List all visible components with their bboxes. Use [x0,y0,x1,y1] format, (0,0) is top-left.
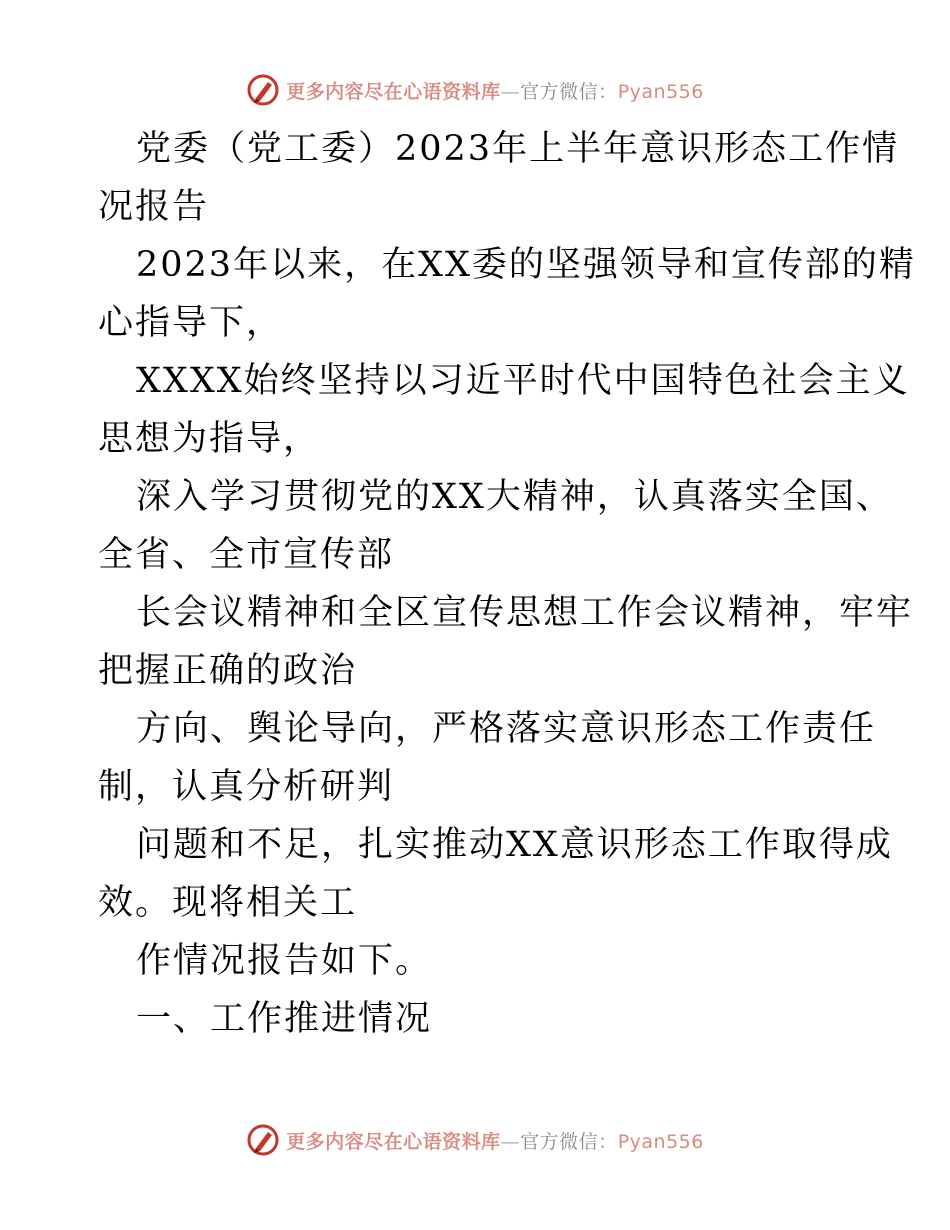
paragraph-line: 效。现将相关工 [98,883,358,923]
pen-logo-icon [246,1123,280,1157]
document-body [98,120,916,1048]
paragraph [98,468,893,584]
watermark-id: Pyan556 [617,80,704,103]
paragraph-line: 长会议精神和全区宣传思想工作会议精神，牢牢 [136,593,914,633]
paragraph [98,236,916,352]
watermark-id: Pyan556 [617,1130,704,1153]
watermark-label: 官方微信： [520,80,618,103]
watermark-label: 官方微信： [520,1130,618,1153]
section-heading [98,990,858,1048]
watermark-main: 更多内容尽在心语资料库 [286,80,501,103]
watermark-header [0,70,950,110]
paragraph [98,816,893,932]
paragraph [98,932,858,990]
paragraph-line: 把握正确的政治 [98,651,358,691]
watermark-dash: — [500,1130,521,1153]
paragraph-line: XXXX始终坚持以习近平时代中国特色社会主义 [136,361,910,401]
paragraph-line: 况报告 [98,187,210,227]
paragraph-line: 思想为指导， [98,419,321,459]
paragraph-line: 一、工作推进情况 [136,999,433,1039]
paragraph [98,352,910,468]
paragraph-line: 问题和不足，扎实推动XX意识形态工作取得成 [136,825,893,865]
watermark-dash: — [500,80,521,103]
pen-logo-icon [246,73,280,107]
paragraph-line: 全省、全市宣传部 [98,535,395,575]
paragraph-line: 深入学习贯彻党的XX大精神，认真落实全国、 [136,477,893,517]
watermark-text [286,1127,704,1154]
watermark-main: 更多内容尽在心语资料库 [286,1130,501,1153]
watermark-footer [0,1120,950,1160]
paragraph-line: 制，认真分析研判 [98,767,395,807]
paragraph-line: 方向、舆论导向，严格落实意识形态工作责任 [136,709,877,749]
paragraph-title [98,120,900,236]
paragraph-line: 作情况报告如下。 [136,941,433,981]
paragraph [98,700,877,816]
paragraph-line: 党委（党工委）2023年上半年意识形态工作情 [136,129,900,169]
paragraph-line: 心指导下， [98,303,284,343]
watermark-text [286,77,704,104]
paragraph [98,584,914,700]
paragraph-line: 2023年以来，在XX委的坚强领导和宣传部的精 [136,245,916,285]
